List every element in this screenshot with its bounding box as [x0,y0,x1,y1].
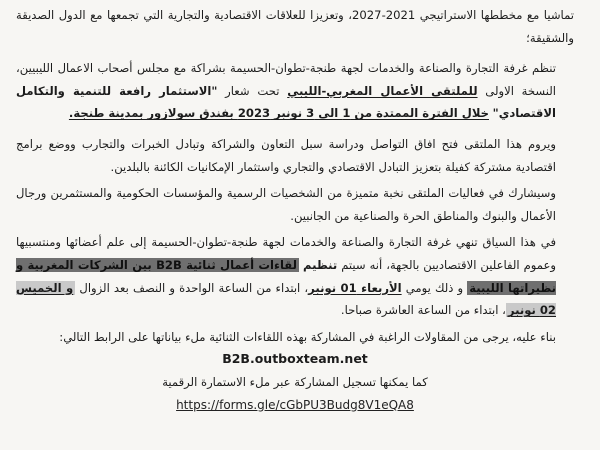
forum-date-venue: خلال الفترة الممتدة من 1 الى 3 نونبر 2023 بفندق سولازور بمدينة طنجة. [68,106,489,121]
aims-paragraph [16,133,574,178]
registration-site-link[interactable]: B2B.outboxteam.net [222,351,368,367]
site-line [16,348,574,371]
b2b-paragraph [16,231,574,321]
organize-text-a: تنظم غرفة التجارة والصناعة والخدمات لجهة طنجة-تطوان-الحسيمة بشراكة مع مجلس أصحاب الاعمال الليبيين، النسخة الاولى [16,61,556,98]
organize-word: تنظيم [303,257,338,272]
participants-paragraph [16,182,574,227]
b2b-highlight: لقاءات أعمال ثنائية B2B بين الشركات المغربية و نظيراتها الليبية [16,257,556,295]
day2-date: و الخميس 02 نونبر [16,280,556,318]
b2b-text-d: ، ابتداء من الساعة العاشرة صباحا. [340,303,506,318]
alt-registration-line [16,371,574,394]
invite-paragraph [16,326,574,349]
aims-text: ويروم هذا الملتقى فتح افاق التواصل ودراسة سبل التعاون والشراكة وتبادل الخبرات والتجارب ووضع برامج اقتصادية مشتركة كفيلة بتعزيز التبادل الاقتصادي والتجاري واستثمار الإمكانيات الكائنة بالبلدين. [16,136,556,174]
invite-text: بناء عليه، يرجى من المقاولات الراغبة في المشاركة بهذه اللقاءات الثنائية ملء بياناتها على الرابط التالي: [59,329,556,344]
b2b-text-a: في هذا السياق تنهي غرفة التجارة والصناعة والخدمات لجهة طنجة-تطوان-الحسيمة إلى علم أعضائها ومنتسبيها وعموم الفاعلين الاقتصاديين بالجهة، أنه سيتم [16,235,556,272]
intro-paragraph [16,4,574,49]
organize-text-b: تحت شعار [217,83,288,98]
intro-text: تماشيا مع مخططها الاستراتيجي 2021-2027، وتعزيزا للعلاقات الاقتصادية والتجارية التي تجمعها مع الدول الصديقة والشقيقة؛ [16,8,575,45]
participants-text: وسيشارك في فعاليات الملتقى نخبة متميزة من الشخصيات الرسمية والمؤسسات الحكومية والمستثمرين ورجال الأعمال والبنوك والمناطق الحرة والصناعية من الجانبين. [16,186,556,223]
digital-form-link[interactable]: https://forms.gle/cGbPU3Budg8V1eQA8 [176,397,414,412]
day1-date: الأربعاء 01 نونبر [308,280,402,295]
forum-name: للملتقى الأعمال المغربي-الليبي [287,83,478,98]
b2b-text-c: ، ابتداء من الساعة الواحدة و النصف بعد الزوال [75,280,309,295]
organize-paragraph [16,57,574,125]
form-link-line [16,394,574,417]
b2b-text-b: و ذلك يومي [401,280,468,295]
forum-slogan: "الاستثمار رافعة للتنمية والتكامل الاقتصادي" [16,83,556,121]
alt-registration-text: كما يمكنها تسجيل المشاركة عبر ملء الاستمارة الرقمية [162,374,428,389]
